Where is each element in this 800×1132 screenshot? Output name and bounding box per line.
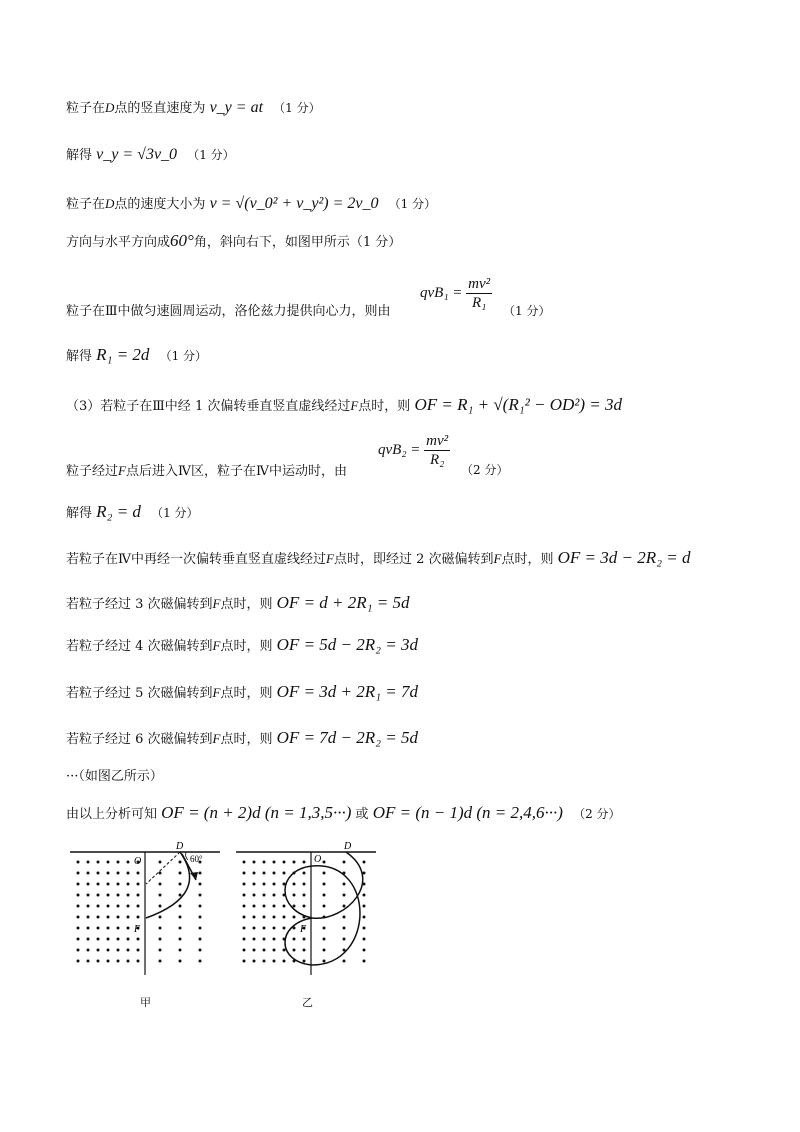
field-dot [179,938,182,941]
line-9-text: 解得 [66,506,93,521]
field-dot [343,927,346,930]
field-dot [283,949,286,952]
point-D-label: D [105,100,115,115]
arrowhead [190,872,198,880]
score-line-8 [455,464,508,477]
label-O: O [314,854,322,865]
field-dot [159,905,162,908]
field-dot [273,960,276,963]
text-line-5 [66,305,391,318]
line-10-text-2: 点时，即经过 2 次磁偏转到 [333,552,494,567]
field-dot [199,916,202,919]
field-dot [137,938,140,941]
line-14-text-2: 点时，则 [220,732,273,747]
field-dot [283,905,286,908]
field-dot [127,916,130,919]
field-dot [77,938,80,941]
field-dot [77,949,80,952]
field-dot [363,905,366,908]
field-dot [343,905,346,908]
equation-OF-3: OF = d + 2R₁ = 5d [276,593,410,612]
line-12-text: 若粒子经过 4 次磁偏转到 [66,639,213,654]
equation-R2: R₂ = d [96,502,141,521]
line-12-text-2: 点时，则 [220,639,273,654]
score: （2 分） [461,463,509,477]
field-dot [343,960,346,963]
field-dot [323,960,326,963]
text-line-14 [66,729,418,746]
field-dot [363,949,366,952]
field-dot [117,894,120,897]
label-F: F [134,924,141,935]
field-dot [77,905,80,908]
field-dot [137,872,140,875]
field-dot [107,905,110,908]
field-dot [179,872,182,875]
field-dot [87,872,90,875]
field-dot [107,938,110,941]
field-dot [159,861,162,864]
field-dot [179,905,182,908]
field-dot [77,894,80,897]
field-dot [303,872,306,875]
score: （1 分） [187,148,235,162]
field-dot [273,883,276,886]
field-dot [293,916,296,919]
field-dot [263,905,266,908]
equation-lhs: qvB₂ = [378,442,421,458]
line-13-text: 若粒子经过 5 次磁偏转到 [66,686,213,701]
field-dot [137,894,140,897]
field-dot [97,927,100,930]
trajectory-arc-4 [285,918,312,965]
score: （2 分） [573,807,621,821]
field-dot [117,927,120,930]
field-dot [97,905,100,908]
field-dot [303,861,306,864]
field-dot [179,883,182,886]
field-dot [107,872,110,875]
field-dot [253,916,256,919]
field-dot [253,872,256,875]
label-D: D [176,841,184,852]
field-dot [363,960,366,963]
field-dot [159,872,162,875]
field-dot [77,960,80,963]
field-dot [179,861,182,864]
line-6-text: 解得 [66,349,93,364]
line-7-text-2: 点时，则 [358,399,411,414]
field-dot [363,938,366,941]
equation-OF-general-even: OF = (n − 1)d (n = 2,4,6···) [372,803,563,822]
field-dot [293,949,296,952]
equation-OF-5: OF = 3d + 2R₁ = 7d [276,682,419,701]
fraction [424,432,450,469]
field-dot [127,949,130,952]
field-dot [97,916,100,919]
field-dot [243,861,246,864]
field-dot [127,894,130,897]
field-dot [117,916,120,919]
line-10-text-3: 点时，则 [501,552,554,567]
field-dot [179,916,182,919]
line-5-text: 粒子在Ⅲ中做匀速圆周运动，洛伦兹力提供向心力，则由 [66,304,391,319]
point-F-label: F [118,463,126,478]
text-line-12 [66,636,418,653]
score-line-5 [497,305,550,318]
field-dot [97,894,100,897]
text-line-10 [66,549,690,566]
text-line-9 [66,503,199,520]
field-dot [323,872,326,875]
field-dot [253,927,256,930]
line-14-text: 若粒子经过 6 次磁偏转到 [66,732,213,747]
field-dot [179,894,182,897]
field-dot [283,872,286,875]
field-dot [263,927,266,930]
line-1-text-2: 点的竖直速度为 [114,101,206,116]
field-dot [273,949,276,952]
field-dot [363,927,366,930]
figure-jia-caption: 甲 [140,996,151,1009]
field-dot [323,894,326,897]
text-line-13 [66,683,418,700]
field-dot [179,927,182,930]
field-dot [77,872,80,875]
field-dot [323,949,326,952]
line-4-text-2: 角，斜向右下，如图甲所示（1 分） [193,235,402,250]
field-dot [243,905,246,908]
field-dot [159,883,162,886]
field-dot [293,905,296,908]
angle-60: 60° [170,231,194,250]
fraction-numerator: mv² [468,276,491,292]
text-line-7 [66,396,622,413]
field-dot [199,872,202,875]
field-dot [243,927,246,930]
trajectory-arc-3 [312,866,360,965]
field-dot [273,916,276,919]
point-F-label: F [493,551,502,566]
field-dot [243,938,246,941]
field-dot [77,883,80,886]
field-dot [273,927,276,930]
field-dot [117,905,120,908]
field-dot [87,949,90,952]
equation-v-magnitude: v = √(v_0² + v_y²) = 2v_0 [209,195,379,212]
field-dot [97,861,100,864]
line-11-text: 若粒子经过 3 次磁偏转到 [66,597,213,612]
label-F: F [300,924,307,935]
field-dot [107,861,110,864]
field-dot [97,872,100,875]
field-dot [87,916,90,919]
field-dot [343,916,346,919]
equation-lorentz-2 [378,432,450,469]
field-dot [127,905,130,908]
equation-R1: R₁ = 2d [96,345,150,364]
line-11-text-2: 点时，则 [220,597,273,612]
field-dot [293,894,296,897]
field-dot [127,927,130,930]
line-8-text-2: 点后进入Ⅳ区，粒子在Ⅳ中运动时，由 [125,464,347,479]
field-dot [87,960,90,963]
field-dot [137,905,140,908]
field-dot [323,927,326,930]
line-8-text: 粒子经过 [66,464,119,479]
field-dot [323,938,326,941]
field-dot [343,883,346,886]
field-dot [283,916,286,919]
field-dot [87,883,90,886]
field-dot [343,894,346,897]
field-dot [253,861,256,864]
field-dot [253,905,256,908]
score: （1 分） [388,197,437,211]
field-dot [253,883,256,886]
field-dot [243,949,246,952]
field-dot [253,949,256,952]
field-dot [117,949,120,952]
fraction-numerator: mv² [426,433,449,449]
radius-dashed-line [146,852,180,884]
field-dot [127,960,130,963]
field-dot [97,883,100,886]
angle-arc [186,852,188,860]
point-F-label: F [212,731,221,746]
field-dot [283,861,286,864]
line-13-text-2: 点时，则 [220,686,273,701]
field-dot [117,861,120,864]
field-dot [243,883,246,886]
field-dot [263,861,266,864]
field-dot [323,861,326,864]
text-line-3 [66,196,436,212]
field-dot [273,894,276,897]
equation-vy: v_y = at [209,99,264,116]
line-3-text-2: 点的速度大小为 [114,197,206,212]
field-dot [97,949,100,952]
score: （1 分） [503,304,551,318]
point-D-label: D [105,196,115,211]
field-dot [293,938,296,941]
field-dot [343,938,346,941]
score: （1 分） [151,506,199,520]
field-dot [87,905,90,908]
field-dot [253,894,256,897]
field-dot [199,938,202,941]
particle-trajectory [146,852,190,918]
line-15-text: ···（如图乙所示） [66,769,163,784]
field-dot [243,894,246,897]
field-dot [323,905,326,908]
field-dot [137,883,140,886]
text-line-15 [66,770,163,783]
field-dot [77,927,80,930]
field-dot [97,960,100,963]
field-dot [243,872,246,875]
field-dot [159,949,162,952]
field-dot [179,949,182,952]
field-dot [263,938,266,941]
figure-jia [70,840,230,980]
field-dot [159,960,162,963]
field-dot [159,927,162,930]
field-dot [87,938,90,941]
equation-OF-6: OF = 7d − 2R₂ = 5d [276,728,419,747]
field-dot [117,883,120,886]
point-F-label: F [212,685,221,700]
field-dot [87,894,90,897]
field-dot [179,960,182,963]
field-dot [363,861,366,864]
field-dot [107,883,110,886]
field-dot [137,916,140,919]
score: （1 分） [159,349,208,363]
figure-yi [236,840,386,980]
score: （1 分） [273,101,321,115]
text-line-16 [66,804,621,821]
field-dot [253,938,256,941]
field-dot [293,861,296,864]
field-dot [107,927,110,930]
field-dot [263,883,266,886]
label-D: D [344,841,352,852]
point-F-label: F [350,398,359,413]
equation-lorentz-1 [420,275,492,312]
field-dot [127,872,130,875]
field-dot [303,883,306,886]
equation-OF-1: OF = R₁ + √(R₁² − OD²) = 3d [414,395,622,414]
field-dot [199,905,202,908]
figure-yi-caption: 乙 [302,996,313,1009]
fraction-denominator: R₁ [471,295,487,311]
equation-OF-2: OF = 3d − 2R₂ = d [557,548,691,567]
field-dot [137,960,140,963]
field-dot [273,905,276,908]
field-dot [199,927,202,930]
field-dot [77,861,80,864]
conjunction-or: 或 [355,807,369,822]
field-dot [303,949,306,952]
field-dot [263,872,266,875]
field-dot [199,960,202,963]
field-dot [97,938,100,941]
field-dot [87,861,90,864]
point-F-label: F [212,596,221,611]
line-2-text: 解得 [66,148,93,163]
field-dot [117,960,120,963]
field-dot [199,949,202,952]
text-line-6 [66,346,207,363]
field-dot [303,960,306,963]
line-1-text: 粒子在 [66,101,106,116]
magnetic-field-dots [77,861,202,963]
field-dot [303,905,306,908]
label-angle: 60° [190,854,203,864]
field-dot [283,927,286,930]
field-dot [117,938,120,941]
field-dot [363,916,366,919]
field-dot [283,960,286,963]
field-dot [159,894,162,897]
line-3-text: 粒子在 [66,197,106,212]
text-line-1 [66,100,321,116]
field-dot [137,949,140,952]
point-F-label: F [212,638,221,653]
field-dot [127,938,130,941]
field-dot [243,916,246,919]
field-dot [199,883,202,886]
text-line-11 [66,594,410,611]
line-7-text: （3）若粒子在Ⅲ中经 1 次偏转垂直竖直虚线经过 [66,399,351,414]
field-dot [77,916,80,919]
field-dot [159,938,162,941]
point-F-label: F [326,551,334,566]
field-dot [303,938,306,941]
field-dot [273,872,276,875]
field-dot [263,960,266,963]
field-dot [273,861,276,864]
magnetic-field-dots [243,861,366,963]
field-dot [127,883,130,886]
field-dot [159,916,162,919]
trajectory-arc-2 [285,866,312,918]
field-dot [273,938,276,941]
field-dot [117,872,120,875]
fraction [466,275,492,312]
line-4-text: 方向与水平方向成 [66,235,171,250]
field-dot [293,883,296,886]
field-dot [107,960,110,963]
field-dot [263,894,266,897]
field-dot [107,916,110,919]
equation-OF-4: OF = 5d − 2R₂ = 3d [276,635,419,654]
text-line-2 [66,147,235,163]
line-10-text: 若粒子在Ⅳ中再经一次偏转垂直竖直虚线经过 [66,552,326,567]
label-O: O [134,856,142,867]
text-line-4 [66,232,401,249]
equation-vy-result: v_y = √3v_0 [96,146,178,163]
field-dot [323,883,326,886]
field-dot [107,949,110,952]
text-line-8 [66,464,347,478]
field-dot [107,894,110,897]
field-dot [263,916,266,919]
field-dot [263,949,266,952]
field-dot [253,960,256,963]
equation-lhs: qvB₁ = [420,285,463,301]
field-dot [363,894,366,897]
field-dot [199,894,202,897]
field-dot [343,861,346,864]
equation-OF-general-odd: OF = (n + 2)d (n = 1,3,5···) [161,803,352,822]
field-dot [127,861,130,864]
field-dot [87,927,90,930]
fraction-denominator: R₂ [429,452,445,468]
line-16-text: 由以上分析可知 [66,807,158,822]
field-dot [243,960,246,963]
field-dot [303,894,306,897]
